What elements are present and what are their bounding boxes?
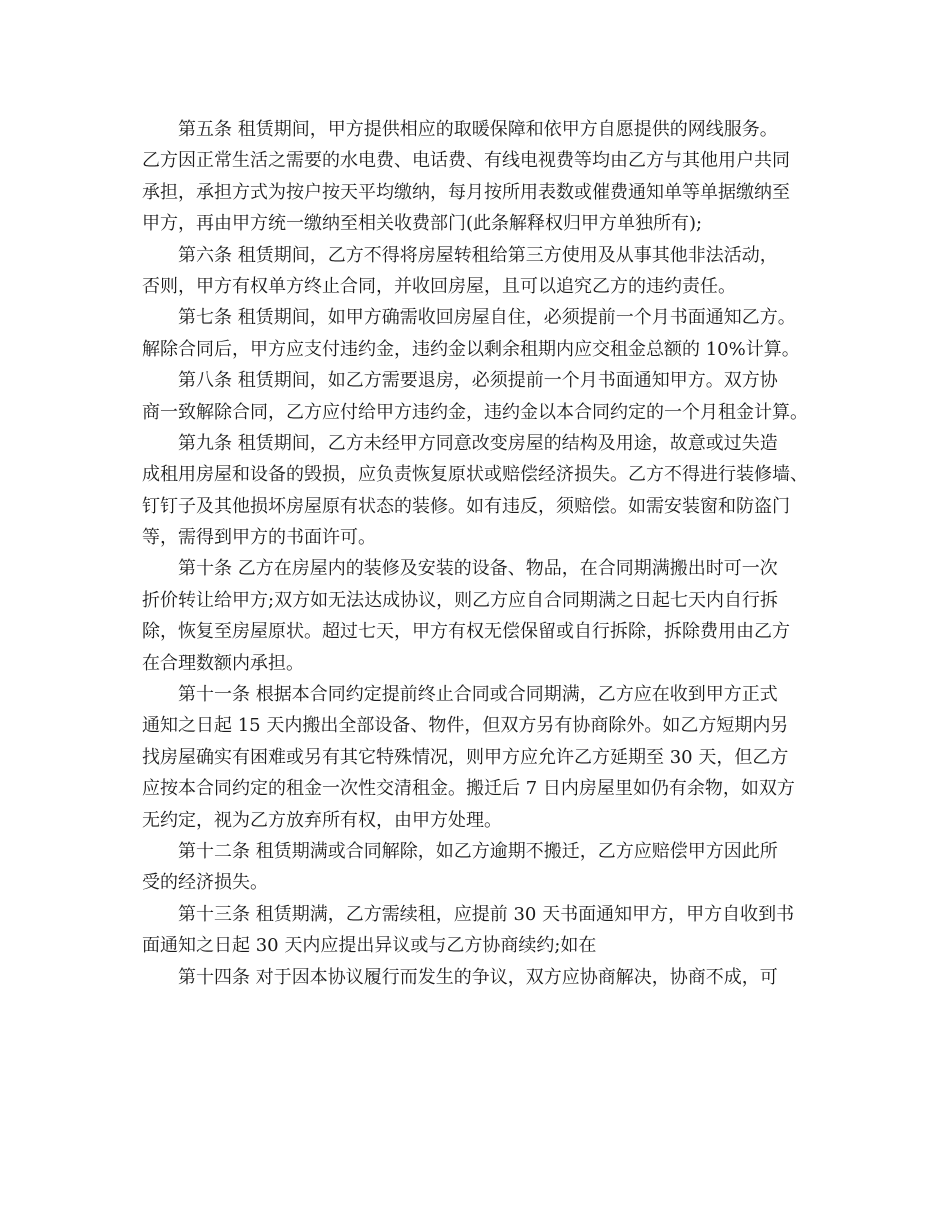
clause-line: 商一致解除合同，乙方应付给甲方违约金，违约金以本合同约定的一个月租金计算。 — [142, 401, 808, 423]
clause-line: 找房屋确实有困难或另有其它特殊情况，则甲方应允许乙方延期至 30 天，但乙方 — [142, 746, 789, 768]
contract-clause — [142, 302, 820, 365]
clause-line: 折价转让给甲方;双方如无法达成协议，则乙方应自合同期满之日起七天内自行拆 — [142, 589, 779, 611]
clause-line: 甲方，再由甲方统一缴纳至相关收费部门(此条解释权归甲方单独所有); — [142, 213, 703, 235]
contract-clause — [142, 899, 820, 962]
clause-line: 除，恢复至房屋原状。超过七天，甲方有权无偿保留或自行拆除，拆除费用由乙方 — [142, 621, 790, 643]
contract-clause — [142, 428, 820, 554]
contract-clause — [142, 553, 820, 679]
clause-line: 通知之日起 15 天内搬出全部设备、物件，但双方另有协商除外。如乙方短期内另 — [142, 715, 789, 737]
clause-line: 等，需得到甲方的书面许可。 — [142, 527, 376, 549]
clause-first-line: 第十三条 租赁期满，乙方需续租，应提前 30 天书面通知甲方，甲方自收到书 — [178, 903, 795, 925]
clause-first-line: 第十四条 对于因本协议履行而发生的争议，双方应协商解决，协商不成，可 — [178, 966, 778, 988]
clause-line: 应按本合同约定的租金一次性交清租金。搬迁后 7 日内房屋里如仍有余物，如双方 — [142, 778, 795, 800]
clause-line: 解除合同后，甲方应支付违约金，违约金以剩余租期内应交租金总额的 10%计算。 — [142, 338, 800, 360]
clause-first-line: 第十条 乙方在房屋内的装修及安装的设备、物品，在合同期满搬出时可一次 — [178, 558, 778, 580]
clause-first-line: 第十二条 租赁期满或合同解除，如乙方逾期不搬迁，乙方应赔偿甲方因此所 — [178, 840, 778, 862]
clause-first-line: 第九条 租赁期间，乙方未经甲方同意改变房屋的结构及用途，故意或过失造 — [178, 432, 778, 454]
contract-clause — [142, 114, 820, 240]
contract-clause — [142, 240, 820, 303]
clause-line: 无约定，视为乙方放弃所有权，由甲方处理。 — [142, 809, 502, 831]
clause-line: 乙方因正常生活之需要的水电费、电话费、有线电视费等均由乙方与其他用户共同 — [142, 150, 790, 172]
clause-line: 承担，承担方式为按户按天平均缴纳，每月按所用表数或催费通知单等单据缴纳至 — [142, 181, 790, 203]
clause-first-line: 第七条 租赁期间，如甲方确需收回房屋自住，必须提前一个月书面通知乙方。 — [178, 307, 796, 329]
clause-first-line: 第八条 租赁期间，如乙方需要退房，必须提前一个月书面通知甲方。双方协 — [178, 370, 778, 392]
clause-first-line: 第五条 租赁期间，甲方提供相应的取暖保障和依甲方自愿提供的网线服务。 — [178, 119, 778, 140]
clause-line: 成租用房屋和设备的毁损，应负责恢复原状或赔偿经济损失。乙方不得进行装修墙、 — [142, 464, 808, 486]
contract-clause — [142, 365, 820, 428]
clause-line: 受的经济损失。 — [142, 872, 268, 894]
document-body — [142, 114, 820, 993]
clause-line: 在合理数额内承担。 — [142, 652, 304, 674]
clause-line: 否则，甲方有权单方终止合同，并收回房屋，且可以追究乙方的违约责任。 — [142, 275, 736, 297]
clause-line: 面通知之日起 30 天内应提出异议或与乙方协商续约;如在 — [142, 935, 597, 957]
clause-first-line: 第六条 租赁期间，乙方不得将房屋转租给第三方使用及从事其他非法活动， — [178, 244, 778, 266]
clause-line: 钉钉子及其他损坏房屋原有状态的装修。如有违反，须赔偿。如需安装窗和防盗门 — [142, 495, 790, 517]
contract-clause — [142, 962, 820, 993]
clause-first-line: 第十一条 根据本合同约定提前终止合同或合同期满，乙方应在收到甲方正式 — [178, 684, 778, 706]
contract-clause — [142, 679, 820, 836]
contract-clause — [142, 836, 820, 899]
